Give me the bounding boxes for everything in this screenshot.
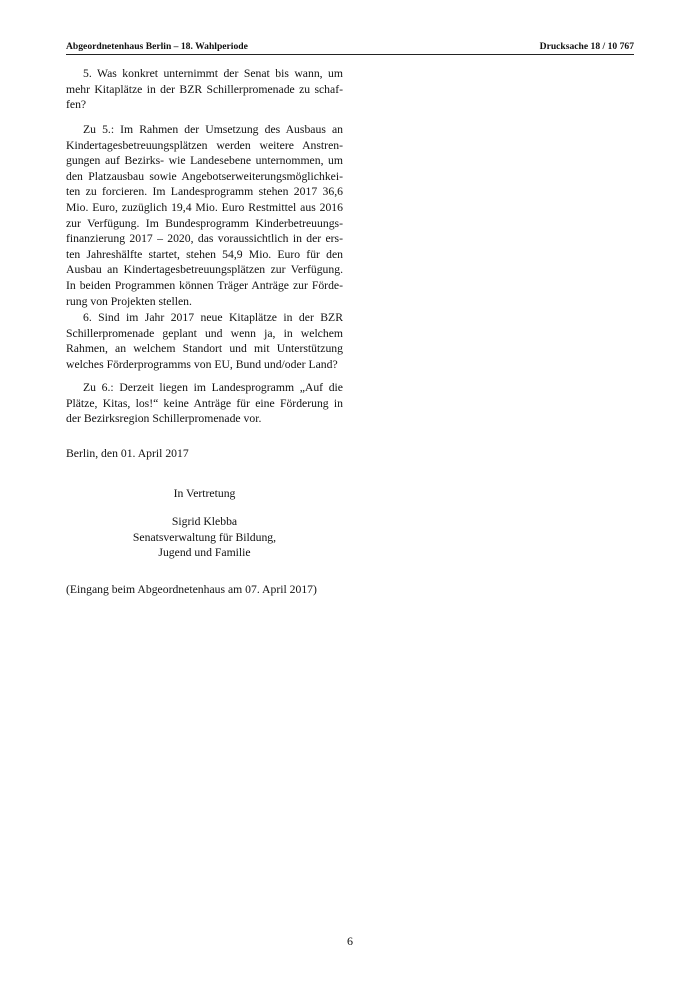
signature-in-vertretung (66, 486, 343, 502)
receipt-note (66, 582, 343, 598)
answer-5-line: ten Jahreshälfte startet, stehen 54,9 Mio. Euro für den (66, 247, 343, 261)
question-6-text (66, 310, 343, 372)
answer-5-line: Mio. Euro, zuzüglich 19,4 Mio. Euro Restmittel aus 2016 (66, 200, 343, 214)
signature-block (66, 514, 343, 561)
signatory-department-line-1: Senatsverwaltung für Bildung, (132, 530, 277, 544)
question-5-line: 5. Was konkret unternimmt der Senat bis wann, um (83, 67, 343, 80)
question-5-line: fen? (66, 98, 87, 112)
page-header (66, 40, 634, 55)
answer-6 (66, 380, 343, 427)
question-6-line: Rahmen, an welchem Standort und mit Unterstützung (66, 342, 343, 356)
question-5-text (66, 66, 343, 113)
answer-5-line: finanzierung 2017 – 2020, das voraussichtlich in der ers- (66, 232, 343, 246)
question-5 (66, 66, 343, 113)
answer-5-line: ten zu forcieren. Im Landesprogramm stehen 2017 36,6 (66, 185, 343, 199)
answer-5-line: gungen auf Bezirks- wie Landesebene unternommen, um (66, 154, 343, 168)
answer-5 (66, 122, 343, 309)
answer-5-line: In beiden Programmen können Träger Anträge zur Förde- (66, 278, 343, 292)
answer-6-text (66, 380, 343, 427)
receipt-note-text: (Eingang beim Abgeordnetenhaus am 07. April 2017) (66, 583, 317, 596)
page-number: 6 (347, 934, 353, 948)
answer-5-line: Kindertagesbetreuungsplätzen werden weitere Anstren- (66, 138, 343, 152)
answer-6-line: der Bezirksregion Schillerpromenade vor. (66, 412, 262, 426)
answer-5-line: Ausbau an Kindertagesbetreuungsplätzen zur Verfügung. (66, 263, 343, 277)
answer-5-line: den Platzausbau sowie Angebotserweiterungsmöglichkei- (66, 169, 343, 183)
answer-5-line: Zu 5.: Im Rahmen der Umsetzung des Ausbaus an (83, 123, 343, 136)
header-parliament-title: Abgeordnetenhaus Berlin – 18. Wahlperiode (66, 41, 248, 52)
answer-6-line: Zu 6.: Derzeit liegen im Landesprogramm „Auf die (83, 381, 343, 394)
question-6 (66, 310, 343, 372)
question-6-line: 6. Sind im Jahr 2017 neue Kitaplätze in der BZR (83, 311, 343, 324)
question-6-line: welches Förderprogramms von EU, Bund und/oder Land? (66, 357, 338, 371)
answer-6-line: Plätze, Kitas, los!“ keine Anträge für eine Förderung in (66, 396, 343, 410)
question-5-line: mehr Kitaplätze in der BZR Schillerpromenade zu schaf- (66, 82, 343, 96)
question-6-line: Schillerpromenade geplant und wenn ja, in welchem (66, 326, 343, 340)
header-document-number: Drucksache 18 / 10 767 (539, 41, 634, 52)
signatory-department-line-2: Jugend und Familie (158, 546, 251, 560)
answer-5-line: rung von Projekten stellen. (66, 294, 192, 308)
place-date-text: Berlin, den 01. April 2017 (66, 447, 189, 460)
signatory-name: Sigrid Klebba (171, 515, 238, 528)
in-vertretung-text: In Vertretung (173, 487, 236, 500)
answer-5-text (66, 122, 343, 309)
answer-5-line: zur Verfügung. Im Bundesprogramm Kinderbetreuungs- (66, 216, 343, 230)
place-date (66, 446, 343, 462)
